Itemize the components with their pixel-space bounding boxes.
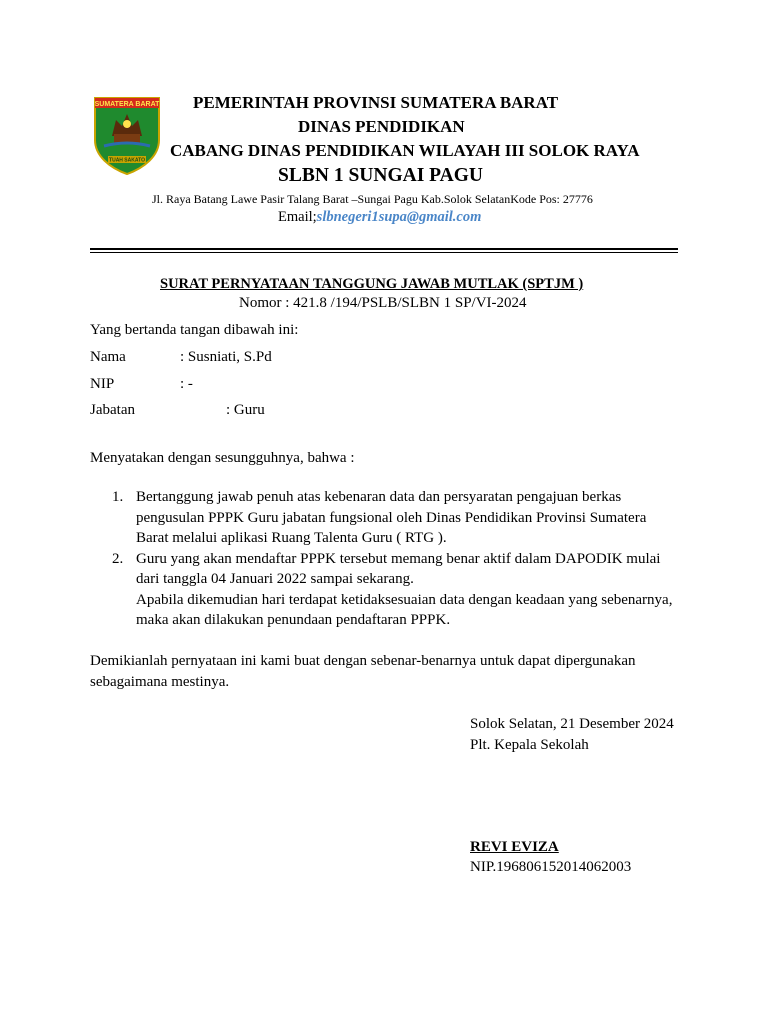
list-item-line: dari tanggla 04 Januari 2022 sampai sekarang.	[136, 571, 414, 587]
field-nama-label: Nama	[90, 349, 126, 365]
statement-list	[90, 487, 690, 631]
signer-name: REVI EVIZA	[470, 839, 559, 855]
list-item-line: Barat melalui aplikasi Ruang Talenta Guru ( RTG ).	[136, 530, 447, 546]
list-item-line: Guru yang akan mendaftar PPPK tersebut memang benar aktif dalam DAPODIK mulai	[136, 550, 661, 567]
list-item-line: maka akan dilakukan penundaan pendaftaran PPPK.	[136, 612, 451, 628]
field-nip-label: NIP	[90, 376, 115, 392]
header-branch: CABANG DINAS PENDIDIKAN WILAYAH III SOLOK RAYA	[170, 141, 640, 160]
province-logo	[92, 96, 162, 176]
list-item	[90, 487, 690, 549]
header-address: Jl. Raya Batang Lawe Pasir Talang Barat –Sungai Pagu Kab.Solok SelatanKode Pos: 27776	[152, 192, 593, 206]
intro-text: Yang bertanda tangan dibawah ini:	[90, 322, 299, 338]
field-nama-value: : Susniati, S.Pd	[180, 349, 272, 365]
email-label: Email;	[278, 209, 317, 225]
list-item	[90, 549, 690, 631]
field-jabatan-value: : Guru	[226, 402, 265, 418]
header-divider-thick	[90, 248, 678, 250]
header-email-line	[278, 209, 481, 226]
list-item-line: pengusulan PPPK Guru jabatan fungsional oleh Dinas Pendidikan Provinsi Sumatera	[136, 509, 647, 526]
letter-title: SURAT PERNYATAAN TANGGUNG JAWAB MUTLAK (SPTJM )	[160, 276, 584, 292]
letter-number: Nomor : 421.8 /194/PSLB/SLBN 1 SP/VI-2024	[239, 295, 527, 311]
list-item-line: Apabila dikemudian hari terdapat ketidaksesuaian data dengan keadaan yang sebenarnya,	[136, 591, 673, 608]
header-divider-thin	[90, 252, 678, 253]
closing-line: sebagaimana mestinya.	[90, 673, 230, 690]
field-nip-value: : -	[180, 376, 193, 392]
signer-nip: NIP.196806152014062003	[470, 859, 632, 875]
declaration-text: Menyatakan dengan sesungguhnya, bahwa :	[90, 450, 355, 466]
svg-text:TUAH SAKATO: TUAH SAKATO	[109, 157, 145, 164]
list-item-number: 1.	[112, 489, 124, 505]
header-government: PEMERINTAH PROVINSI SUMATERA BARAT	[193, 93, 559, 112]
header-department: DINAS PENDIDIKAN	[298, 117, 465, 136]
list-item-line: Bertanggung jawab penuh atas kebenaran data dan persyaratan pengajuan berkas	[136, 489, 622, 505]
svg-text:SUMATERA BARAT: SUMATERA BARAT	[94, 101, 160, 108]
field-jabatan-label: Jabatan	[90, 402, 135, 418]
list-item-number: 2.	[112, 550, 124, 567]
closing-paragraph	[90, 651, 690, 692]
email-link[interactable]: slbnegeri1supa@gmail.com	[316, 209, 482, 225]
place-date: Solok Selatan, 21 Desember 2024	[470, 716, 674, 732]
signer-position: Plt. Kepala Sekolah	[470, 737, 589, 753]
header-school-name: SLBN 1 SUNGAI PAGU	[278, 165, 483, 186]
closing-line: Demikianlah pernyataan ini kami buat dengan sebenar-benarnya untuk dapat dipergunakan	[90, 653, 636, 669]
